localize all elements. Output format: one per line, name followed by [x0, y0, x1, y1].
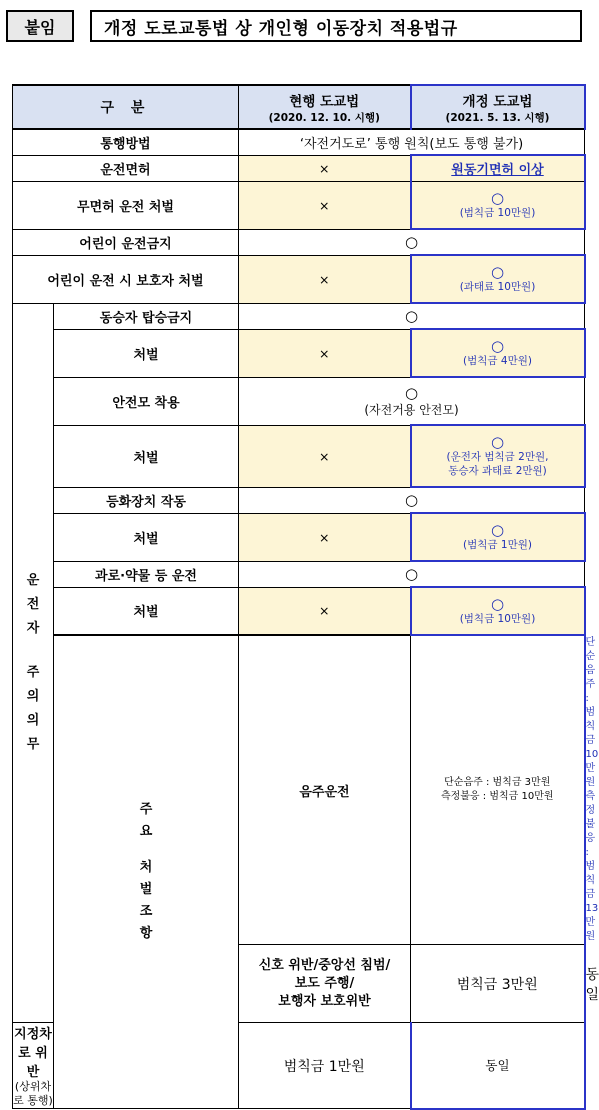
row-label-guardian-penalty: 어린이 운전 시 보호자 처벌 — [13, 255, 239, 303]
lane-current: 범칙금 1만원 — [239, 1023, 411, 1109]
lane-revised: 동일 — [411, 1023, 585, 1109]
helmet-value: ○ (자전거용 안전모) — [239, 377, 585, 425]
light-value: ○ — [239, 487, 585, 513]
attachment-label: 붙임 — [6, 10, 74, 42]
row-label-unlicensed: 무면허 운전 처벌 — [13, 181, 239, 229]
light-penalty-current: × — [239, 513, 411, 561]
light-penalty-revised: ○ (범칙금 1만원) — [411, 513, 585, 561]
guardian-penalty-current: × — [239, 255, 411, 303]
license-current: × — [239, 155, 411, 181]
fatigue-penalty-revised: ○ (범칙금 10만원) — [411, 587, 585, 635]
guardian-penalty-revised: ○ (과태료 10만원) — [411, 255, 585, 303]
unlicensed-revised: ○ (범칙금 10만원) — [411, 181, 585, 229]
driver-duty-group-label: 운 전 자 주 의 의 무 — [13, 303, 54, 1023]
row-label-fatigue-penalty: 처벌 — [54, 587, 239, 635]
row-label-light: 등화장치 작동 — [54, 487, 239, 513]
row-label-passenger-ban: 동승자 탑승금지 — [54, 303, 239, 329]
row-label-drunk: 음주운전 — [239, 635, 411, 945]
row-label-passenger-penalty: 처벌 — [54, 329, 239, 377]
row-label-signal: 신호 위반/중앙선 침범/ 보도 주행/ 보행자 보호위반 — [239, 945, 411, 1023]
row-label-helmet: 안전모 착용 — [54, 377, 239, 425]
regulation-table-wrap — [12, 84, 599, 1110]
unlicensed-current: × — [239, 181, 411, 229]
regulation-table: 구 분 현행 도교법 (2020. 12. 10. 시행) 개정 도교법 (2021. 5. 13. 시행) 통행방법 ‘자전거도로’ 통행 원칙(보도 통행 불가) 운전면허 × 원동기면허 이상 무면허 운전 처벌 × ○ (범칙금 10만원) 어린이 운전금지 ○ 어린이 운전 시 보호자 처벌 × ○ (과태료 10만원) 운 전 자 주 의 의 무 동승자 탑승금지 ○ 처벌 × ○ (범칙금 4만원) 안전모 착용 ○ (자전거용 안전모) 처벌 × ○ (운전자 범칙금 2만원, 동승자 과태료 2만원) 등화장치 작동 ○ 처벌 × ○ (범칙금 1만원) 과로·약물 등 운전 ○ 처벌 × ○ (범칙금 10만원) 주 요 처 벌 조 항 음주운전 단순음주 : 범칙금 3만원 측정불응 : 범칙금 10만원 단순음주 : 범칙금 10만원 측정불응 : 범칙금 13만원 신호 위반/중앙선 침범/ 보도 주행/ 보행자 보호위반 범칙금 3만원 동일 지정차로 위반 (상위차로 통행) 범칙금 1만원 동일 — [12, 84, 586, 1110]
row-label-traffic-method: 통행방법 — [13, 129, 239, 155]
row-label-lane: 지정차로 위반 (상위차로 통행) — [13, 1023, 54, 1109]
fatigue-penalty-current: × — [239, 587, 411, 635]
helmet-penalty-current: × — [239, 425, 411, 487]
signal-current: 범칙금 3만원 — [411, 945, 585, 1023]
header-current: 현행 도교법 (2020. 12. 10. 시행) — [239, 85, 411, 129]
row-label-helmet-penalty: 처벌 — [54, 425, 239, 487]
passenger-penalty-revised: ○ (범칙금 4만원) — [411, 329, 585, 377]
title-row — [6, 10, 582, 46]
row-label-light-penalty: 처벌 — [54, 513, 239, 561]
traffic-method-value: ‘자전거도로’ 통행 원칙(보도 통행 불가) — [239, 129, 585, 155]
child-ban-value: ○ — [239, 229, 585, 255]
header-revised: 개정 도교법 (2021. 5. 13. 시행) — [411, 85, 585, 129]
main-penalty-group-label: 주 요 처 벌 조 항 — [54, 635, 239, 1109]
page-title: 개정 도로교통법 상 개인형 이동장치 적용법규 — [90, 10, 582, 42]
row-label-fatigue: 과로·약물 등 운전 — [54, 561, 239, 587]
license-revised: 원동기면허 이상 — [411, 155, 585, 181]
passenger-ban-value: ○ — [239, 303, 585, 329]
row-label-child-ban: 어린이 운전금지 — [13, 229, 239, 255]
row-label-license: 운전면허 — [13, 155, 239, 181]
drunk-current: 단순음주 : 범칙금 3만원 측정불응 : 범칙금 10만원 — [411, 635, 585, 945]
header-category: 구 분 — [13, 85, 239, 129]
fatigue-value: ○ — [239, 561, 585, 587]
helmet-penalty-revised: ○ (운전자 범칙금 2만원, 동승자 과태료 2만원) — [411, 425, 585, 487]
passenger-penalty-current: × — [239, 329, 411, 377]
